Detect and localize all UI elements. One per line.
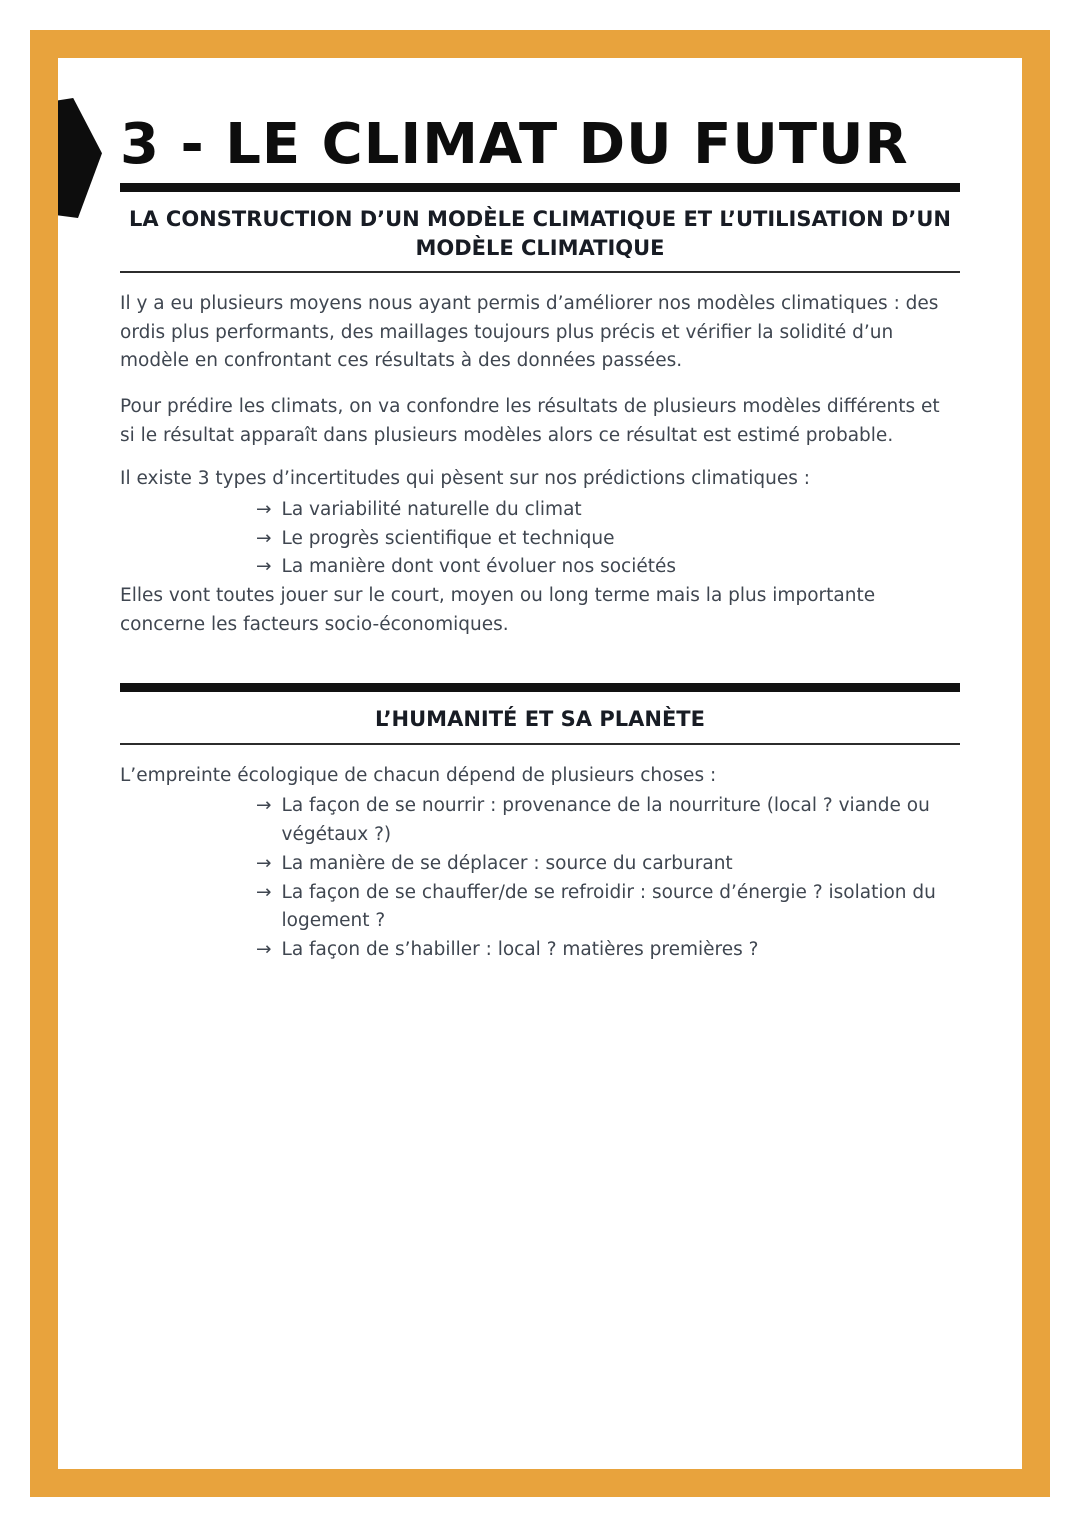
blank-page-area: [120, 965, 960, 1469]
list-item: [120, 496, 960, 525]
paragraph-footprint-intro: L’empreinte écologique de chacun dépend de plusieurs choses :: [120, 764, 717, 786]
paragraph-uncertainties-intro: Il existe 3 types d’incertitudes qui pèsent sur nos prédictions climatiques :: [120, 468, 810, 490]
document-page: [58, 58, 1022, 1469]
list-item-text: Le progrès scientifique et technique: [281, 527, 615, 549]
bookmark-icon: [58, 98, 102, 218]
page-title: 3 - LE CLIMAT DU FUTUR: [120, 112, 909, 177]
arrow-icon: →: [256, 881, 272, 903]
section-heading-construction-modele: LA CONSTRUCTION D’UN MODÈLE CLIMATIQUE ET L’UTILISATION D’UN MODÈLE CLIMATIQUE: [120, 205, 960, 273]
list-item-text: La manière de se déplacer : source du carburant: [281, 852, 733, 874]
list-item-text: La façon de se chauffer/de se refroidir : source d’énergie ? isolation du logement ?: [281, 881, 936, 932]
arrow-icon: →: [256, 556, 272, 578]
section-rule: [120, 683, 960, 692]
list-item-text: La variabilité naturelle du climat: [281, 499, 582, 521]
list-item-text: La manière dont vont évoluer nos sociétés: [281, 556, 677, 578]
title-rule: [120, 183, 960, 192]
page-border-frame: [30, 30, 1050, 1497]
list-item: [120, 879, 960, 936]
paragraph-improve-models: Il y a eu plusieurs moyens nous ayant permis d’améliorer nos modèles climatiques : des ordis plus performants, des maillages toujours plus précis et vérifier la solidité d’un modèle en confrontant ces résultats à des données passées.: [120, 293, 939, 372]
list-item: [120, 850, 960, 879]
list-item: [120, 525, 960, 554]
arrow-icon: →: [256, 499, 272, 521]
arrow-icon: →: [256, 795, 272, 817]
list-item: [120, 553, 960, 582]
list-item-text: La façon de s’habiller : local ? matières premières ?: [281, 938, 759, 960]
list-item: [120, 792, 960, 849]
section-heading-humanite-planete: L’HUMANITÉ ET SA PLANÈTE: [120, 705, 960, 744]
footprint-list: [120, 792, 960, 964]
list-item: [120, 936, 960, 965]
arrow-icon: →: [256, 938, 272, 960]
paragraph-socio-economic: Elles vont toutes jouer sur le court, moyen ou long terme mais la plus importante concerne les facteurs socio-économiques.: [120, 585, 876, 635]
arrow-icon: →: [256, 852, 272, 874]
arrow-icon: →: [256, 527, 272, 549]
uncertainties-list: [120, 496, 960, 582]
paragraph-predict-climate: Pour prédire les climats, on va confondre les résultats de plusieurs modèles différents et si le résultat apparaît dans plusieurs modèles alors ce résultat est estimé probable.: [120, 396, 940, 446]
list-item-text: La façon de se nourrir : provenance de la nourriture (local ? viande ou végétaux ?): [281, 795, 930, 846]
